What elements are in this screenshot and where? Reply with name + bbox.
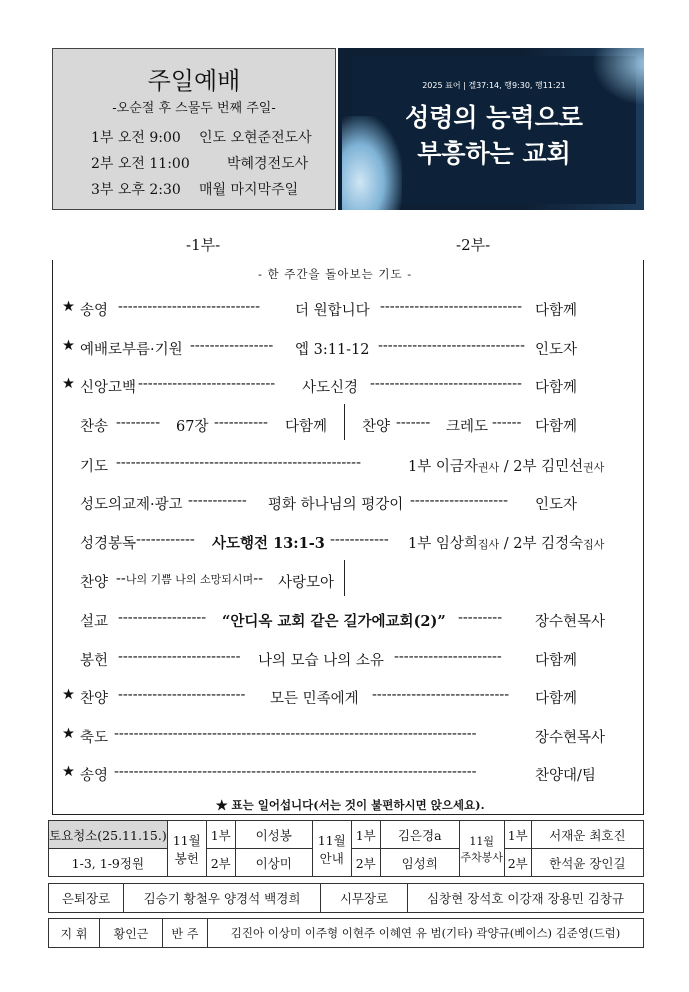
column-divider xyxy=(344,560,345,596)
dash-leader: ---------------------------- xyxy=(138,376,276,392)
dash-leader: ------------------------- xyxy=(118,649,241,665)
star-mark: ★ xyxy=(62,764,75,780)
service-part: 2부 xyxy=(504,849,531,877)
item-label: 기도 xyxy=(80,459,109,475)
item-label: 설교 xyxy=(80,614,109,630)
duty-name: 이성봉 xyxy=(235,821,312,849)
order-intro: - 한 주간을 돌아보는 기도 - xyxy=(258,267,413,281)
item-label: 찬송 xyxy=(80,419,109,435)
sermon-title: “안디옥 교회 같은 길가에교회(2)” xyxy=(222,613,446,630)
item-content: 평화 하나님의 평강이 xyxy=(268,497,404,513)
item-content: 사랑모아 xyxy=(278,575,335,591)
dash-leader: ------ xyxy=(492,415,522,431)
dash-leader: ------------ xyxy=(188,493,247,509)
dash-leader: ----------- xyxy=(214,415,268,431)
item-label: 신앙고백 xyxy=(80,380,137,396)
service-part: 1부 xyxy=(351,821,380,849)
service-part: 1부 xyxy=(504,821,531,849)
parking-label: 11월 주차봉사 xyxy=(459,821,504,877)
dash-leader: ------------------ xyxy=(118,610,207,626)
service-part: 1부 xyxy=(206,821,235,849)
item-by: 다함께 xyxy=(535,380,578,396)
offering-label: 11월 봉헌 xyxy=(167,821,206,877)
item-label: 찬양 xyxy=(80,691,109,707)
item-content: 나의 모습 나의 소유 xyxy=(258,653,384,669)
duty-name: 김은경a xyxy=(380,821,459,849)
dash-leader: ------------------------------ xyxy=(378,338,525,354)
star-mark: ★ xyxy=(62,299,75,315)
duty-name: 임성희 xyxy=(380,849,459,877)
dash-leader: ---------------------------- xyxy=(372,687,510,703)
star-mark: ★ xyxy=(62,338,75,354)
banner-title-line-1: 성령의 능력으로 xyxy=(405,103,583,132)
duty-name: 서재운 최호진 xyxy=(531,821,643,849)
item-content: 더 원합니다 xyxy=(295,303,370,319)
cleaning-value: 1-3, 1-9정원 xyxy=(49,849,168,877)
item-label: 축도 xyxy=(80,730,109,746)
usher-label: 11월 안내 xyxy=(312,821,351,877)
service-note-1: 인도 오현준전도사 xyxy=(199,130,312,146)
accompanists: 김진아 이상미 이주형 이현주 이혜연 유 범(기타) 곽양규(베이스) 김준영(드럼) xyxy=(208,919,644,948)
duty-table xyxy=(48,820,644,877)
item-by: 장수현목사 xyxy=(535,614,606,630)
retired-elders-label: 은퇴장로 xyxy=(49,884,124,913)
standing-note: ★ 표는 일어섭니다(서는 것이 불편하시면 앉으세요). xyxy=(216,798,485,812)
item-label: 성경봉독 xyxy=(80,536,137,552)
item-label: 찬양 xyxy=(80,575,109,591)
duty-name: 한석윤 장인길 xyxy=(531,849,643,877)
column-divider xyxy=(344,404,345,440)
dash-leader: ---------------------- xyxy=(394,649,502,665)
service-time-2: 2부 오전 11:00 xyxy=(91,156,190,172)
serving-elders-label: 시무장로 xyxy=(321,884,408,913)
dash-leader: -------------------------- xyxy=(118,687,246,703)
header-second-service: -2부- xyxy=(456,236,491,254)
item-label: 송영 xyxy=(80,303,109,319)
dash-leader: --------- xyxy=(458,610,503,626)
item-by: 인도자 xyxy=(535,342,578,358)
star-mark: ★ xyxy=(62,726,75,742)
item-content-small: --나의 기쁨 나의 소망되시며-- xyxy=(116,571,263,587)
band-table xyxy=(48,918,644,948)
star-mark: ★ xyxy=(62,376,75,392)
item-label: 송영 xyxy=(80,768,109,784)
motto-banner xyxy=(338,48,644,210)
item-by: 다함께 xyxy=(285,419,328,435)
service-note-3: 매월 마지막주일 xyxy=(199,182,299,198)
dash-leader: -------------------------------------------------------------------------- xyxy=(114,764,477,780)
banner-panel xyxy=(352,56,636,204)
item-content: 모든 민족에게 xyxy=(270,691,359,707)
dash-leader: ----------------- xyxy=(190,338,274,354)
star-mark: ★ xyxy=(62,687,75,703)
conductor-label: 지 휘 xyxy=(49,919,100,948)
service-note-2: 박혜경전도사 xyxy=(227,156,309,172)
dash-leader: ------------------------------- xyxy=(370,376,522,392)
header-first-service: -1부- xyxy=(186,236,221,254)
item-label: 찬양 xyxy=(362,419,391,435)
service-title: 주일예배 xyxy=(147,67,241,95)
prayer-leader-1: 1부 이금자권사 / 2부 김민선권사 xyxy=(408,459,605,475)
scripture-readers: 1부 임상희집사 / 2부 김정숙집사 xyxy=(408,536,605,552)
item-by: 찬양대/팀 xyxy=(535,768,596,784)
item-by: 다함께 xyxy=(535,303,578,319)
item-label: 봉헌 xyxy=(80,653,109,669)
item-content: 엡 3:11-12 xyxy=(295,342,370,358)
item-label: 예배로부름·기원 xyxy=(80,342,183,358)
service-subtitle: -오순절 후 스물두 번째 주일- xyxy=(112,101,276,116)
item-by: 다함께 xyxy=(535,653,578,669)
accompanist-label: 반 주 xyxy=(163,919,208,948)
dash-leader: ------- xyxy=(396,415,431,431)
item-by: 다함께 xyxy=(535,691,578,707)
service-time-3: 3부 오후 2:30 xyxy=(91,182,181,198)
cleaning-label: 토요청소(25.11.15.) xyxy=(49,821,168,849)
service-time-1: 1부 오전 9:00 xyxy=(91,130,181,146)
item-content: 사도행전 13:1-3 xyxy=(212,535,325,552)
item-content: 크레도 xyxy=(446,419,489,435)
dash-leader: ------------ xyxy=(136,532,195,548)
dash-leader: ----------------------------- xyxy=(118,299,261,315)
item-by: 장수현목사 xyxy=(535,730,606,746)
dash-leader: -------------------- xyxy=(410,493,508,509)
dash-leader: --------- xyxy=(116,415,161,431)
item-label: 성도의교제·광고 xyxy=(80,497,183,513)
banner-verse: 2025 표어 | 겔37:14, 행9:30, 행11:21 xyxy=(422,81,566,90)
dash-leader: -------------------------------------------------- xyxy=(116,455,361,471)
item-by: 인도자 xyxy=(535,497,578,513)
item-content: 67장 xyxy=(176,419,209,435)
duty-name: 이상미 xyxy=(235,849,312,877)
service-part: 2부 xyxy=(351,849,380,877)
serving-elders: 심창현 장석호 이강재 장용민 김창규 xyxy=(408,884,644,913)
dash-leader: -------------------------------------------------------------------------- xyxy=(114,726,477,742)
dash-leader: ----------------------------- xyxy=(380,299,523,315)
elders-table xyxy=(48,883,644,913)
service-part: 2부 xyxy=(206,849,235,877)
conductor: 황인근 xyxy=(100,919,163,948)
dash-leader: ------------ xyxy=(330,532,389,548)
item-by: 다함께 xyxy=(535,419,578,435)
item-content: 사도신경 xyxy=(302,380,359,396)
banner-title-line-2: 부흥하는 교회 xyxy=(417,139,571,168)
service-info-box xyxy=(52,48,336,210)
retired-elders: 김승기 황철우 양경석 백경희 xyxy=(124,884,321,913)
